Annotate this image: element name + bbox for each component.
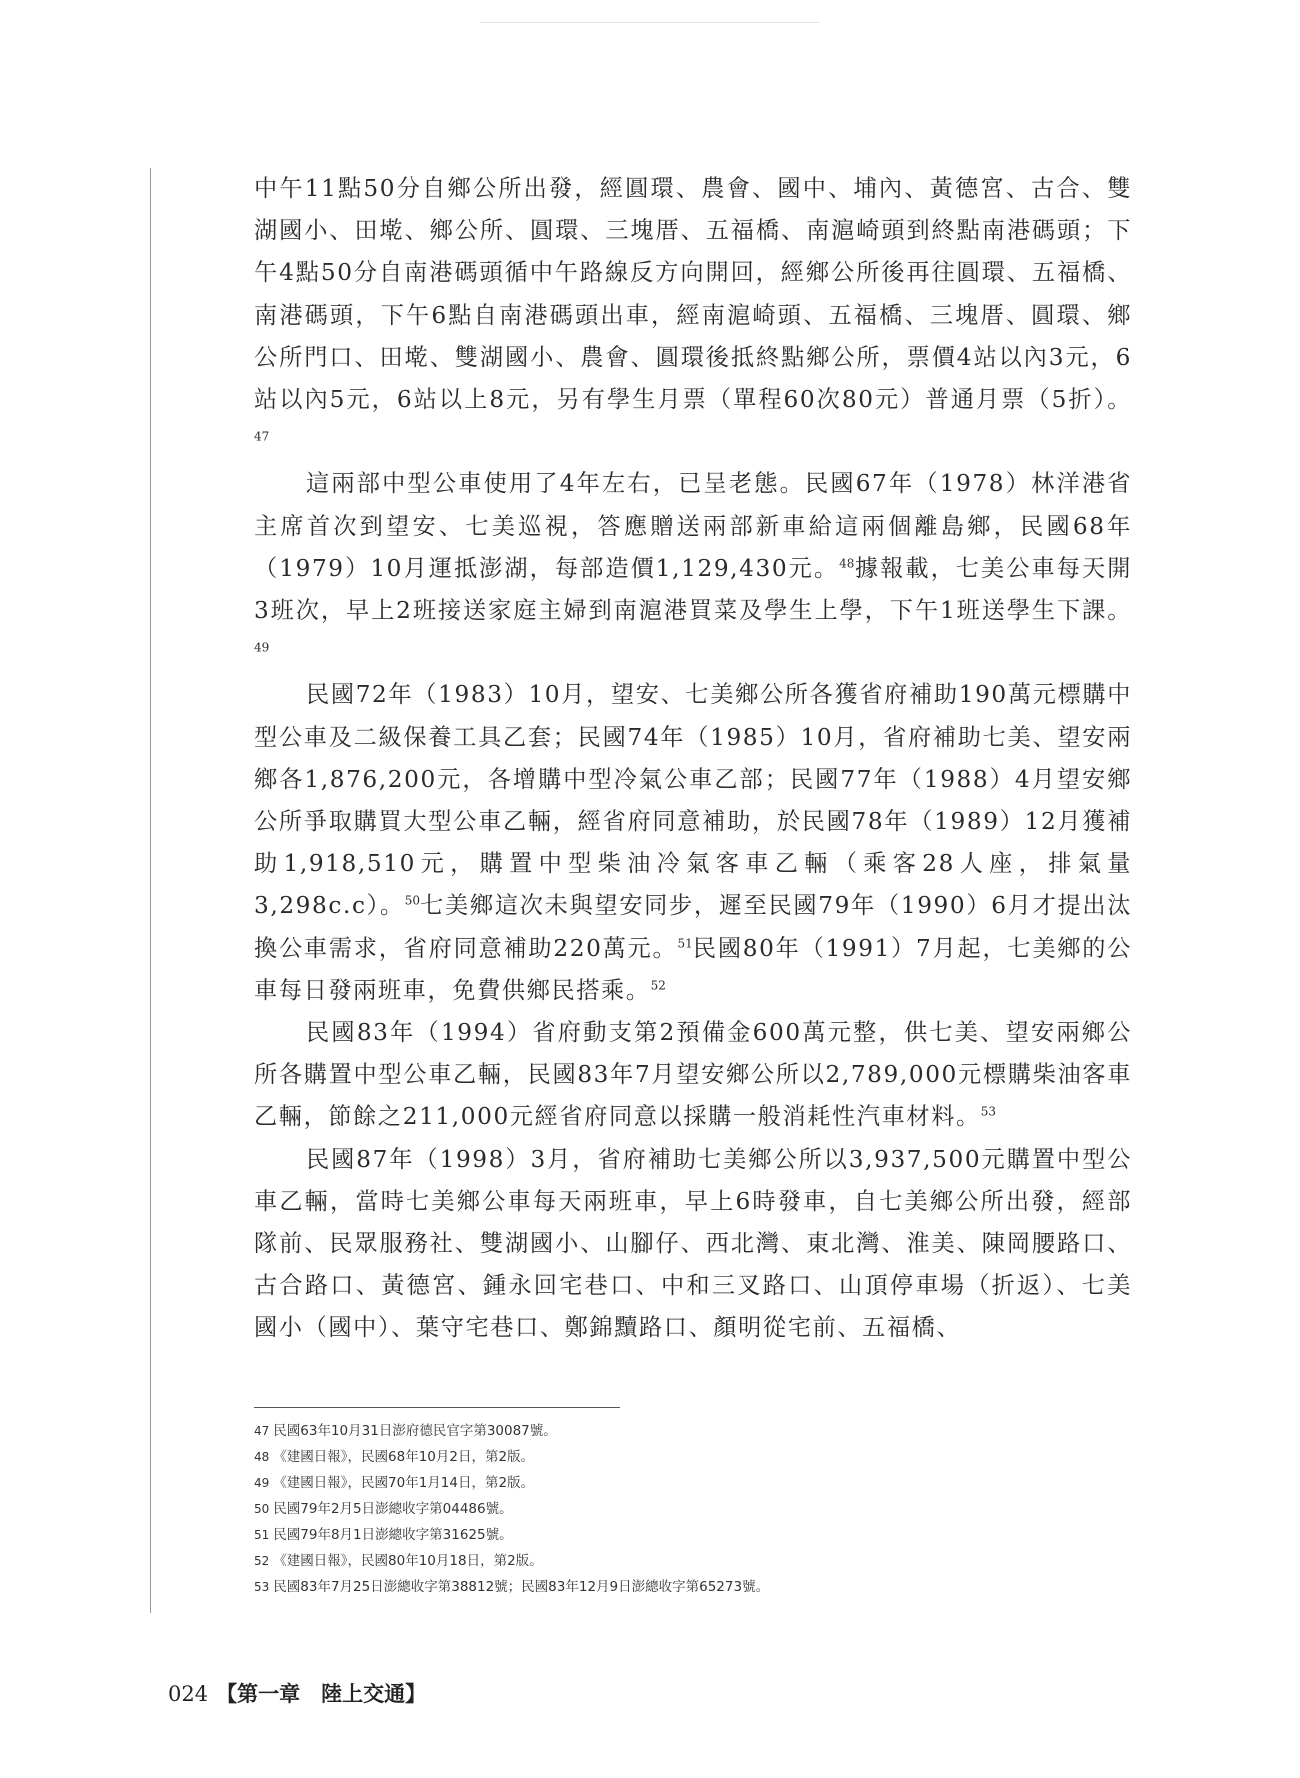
paragraph-text: 七美鄉這次未與望安同步，遲至民國79年（1990）6月才提出汰換公車需求，省府同意補助220萬元。 <box>254 892 1133 962</box>
footnote-reference: 52 <box>650 978 666 993</box>
paragraph <box>254 168 1132 463</box>
footnote-number: 53 <box>254 1580 270 1594</box>
page-number: 024 <box>168 1682 209 1706</box>
footnote-number: 49 <box>254 1476 270 1490</box>
paragraph <box>254 463 1132 674</box>
footnote-number: 50 <box>254 1502 270 1516</box>
footnote <box>254 1418 1134 1444</box>
footnote-reference: 53 <box>980 1104 997 1119</box>
footnote-number: 48 <box>254 1450 270 1464</box>
footnote-text: 民國83年7月25日澎總收字第38812號；民國83年12月9日澎總收字第65273號。 <box>273 1579 770 1595</box>
top-rule <box>480 22 820 23</box>
footnote <box>254 1574 1134 1600</box>
body-text <box>254 168 1132 1350</box>
footnote <box>254 1470 1134 1496</box>
footnote-reference: 48 <box>839 556 855 571</box>
paragraph-text: 民國87年（1998）3月，省府補助七美鄉公所以3,937,500元購置中型公車乙輛，當時七美鄉公車每天兩班車，早上6時發車，自七美鄉公所出發，經部隊前、民眾服務社、雙湖國小、山腳仔、西北灣、東北灣、淮美、陳岡腰路口、古合路口、黃德宮、鍾永回宅巷口、中和三叉路口、山頂停車場（折返）、七美國小（國中）、葉守宅巷口、鄭錦黷路口、顏明從宅前、五福橋、 <box>254 1145 1132 1342</box>
paragraph-text: 據報載，七美公車每天開3班次，早上2班接送家庭主婦到南滬港買菜及學生上學，下午1班送學生下課。 <box>254 554 1132 625</box>
footnote-reference: 47 <box>254 429 270 444</box>
footnote <box>254 1444 1134 1470</box>
footnote-text: 《建國日報》，民國70年1月14日，第2版。 <box>273 1475 535 1491</box>
paragraph-text: 民國72年（1983）10月，望安、七美鄉公所各獲省府補助190萬元標購中型公車及二級保養工具乙套；民國74年（1985）10月，省府補助七美、望安兩鄉各1,876,200元，各增購中型冷氣公車乙部；民國77年（1988）4月望安鄉公所爭取購買大型公車乙輛，經省府同意補助，於民國78年（1989）12月獲補助1,918,510元，購置中型柴油冷氣客車乙輛（乘客28人座，排氣量3,298c.c）。 <box>254 681 1132 920</box>
margin-rule <box>150 168 151 1613</box>
footnote-number: 52 <box>254 1554 270 1568</box>
paragraph <box>254 1139 1132 1350</box>
footnote-text: 《建國日報》，民國80年10月18日，第2版。 <box>273 1553 543 1569</box>
footnotes <box>254 1418 1134 1600</box>
footnote-text: 民國79年2月5日澎總收字第04486號。 <box>273 1501 513 1517</box>
footnote-number: 47 <box>254 1424 270 1438</box>
footnote-text: 民國63年10月31日澎府德民官字第30087號。 <box>273 1423 557 1439</box>
paragraph-text: 中午11點50分自鄉公所出發，經圓環、農會、國中、埔內、黃德宮、古合、雙湖國小、田墘、鄉公所、圓環、三塊厝、五福橋、南滬崎頭到終點南港碼頭；下午4點50分自南港碼頭循中午路線反方向開回，經鄉公所後再往圓環、五福橋、南港碼頭，下午6點自南港碼頭出車，經南滬崎頭、五福橋、三塊厝、圓環、鄉公所門口、田墘、雙湖國小、農會、圓環後抵終點鄉公所，票價4站以內3元，6站以內5元，6站以上8元，另有學生月票（單程60次80元）普通月票（5折）。 <box>254 175 1132 414</box>
paragraph-text: 民國80年（1991）7月起，七美鄉的公車每日發兩班車，免費供鄉民搭乘。 <box>254 934 1132 1004</box>
page-footer <box>168 1680 426 1708</box>
footnote <box>254 1522 1134 1548</box>
paragraph <box>254 1012 1132 1139</box>
chapter-label: 【第一章 陸上交通】 <box>216 1681 427 1706</box>
paragraph-text: 民國83年（1994）省府動支第2預備金600萬元整，供七美、望安兩鄉公所各購置中型公車乙輛，民國83年7月望安鄉公所以2,789,000元標購柴油客車乙輛，節餘之211,000元經省府同意以採購一般消耗性汽車材料。 <box>254 1019 1132 1131</box>
footnote <box>254 1496 1134 1522</box>
paragraph-text: 這兩部中型公車使用了4年左右，已呈老態。民國67年（1978）林洋港省主席首次到望安、七美巡視，答應贈送兩部新車給這兩個離島鄉，民國68年（1979）10月運抵澎湖，每部造價1,129,430元。 <box>254 470 1132 582</box>
footnote-number: 51 <box>254 1528 270 1542</box>
footnote <box>254 1548 1134 1574</box>
footnote-text: 《建國日報》，民國68年10月2日，第2版。 <box>273 1449 535 1465</box>
footnote-reference: 51 <box>677 935 693 950</box>
footnote-reference: 50 <box>404 893 421 908</box>
footnote-text: 民國79年8月1日澎總收字第31625號。 <box>273 1527 513 1543</box>
footnote-divider <box>254 1407 620 1408</box>
footnote-reference: 49 <box>254 640 270 655</box>
paragraph <box>254 674 1132 1012</box>
